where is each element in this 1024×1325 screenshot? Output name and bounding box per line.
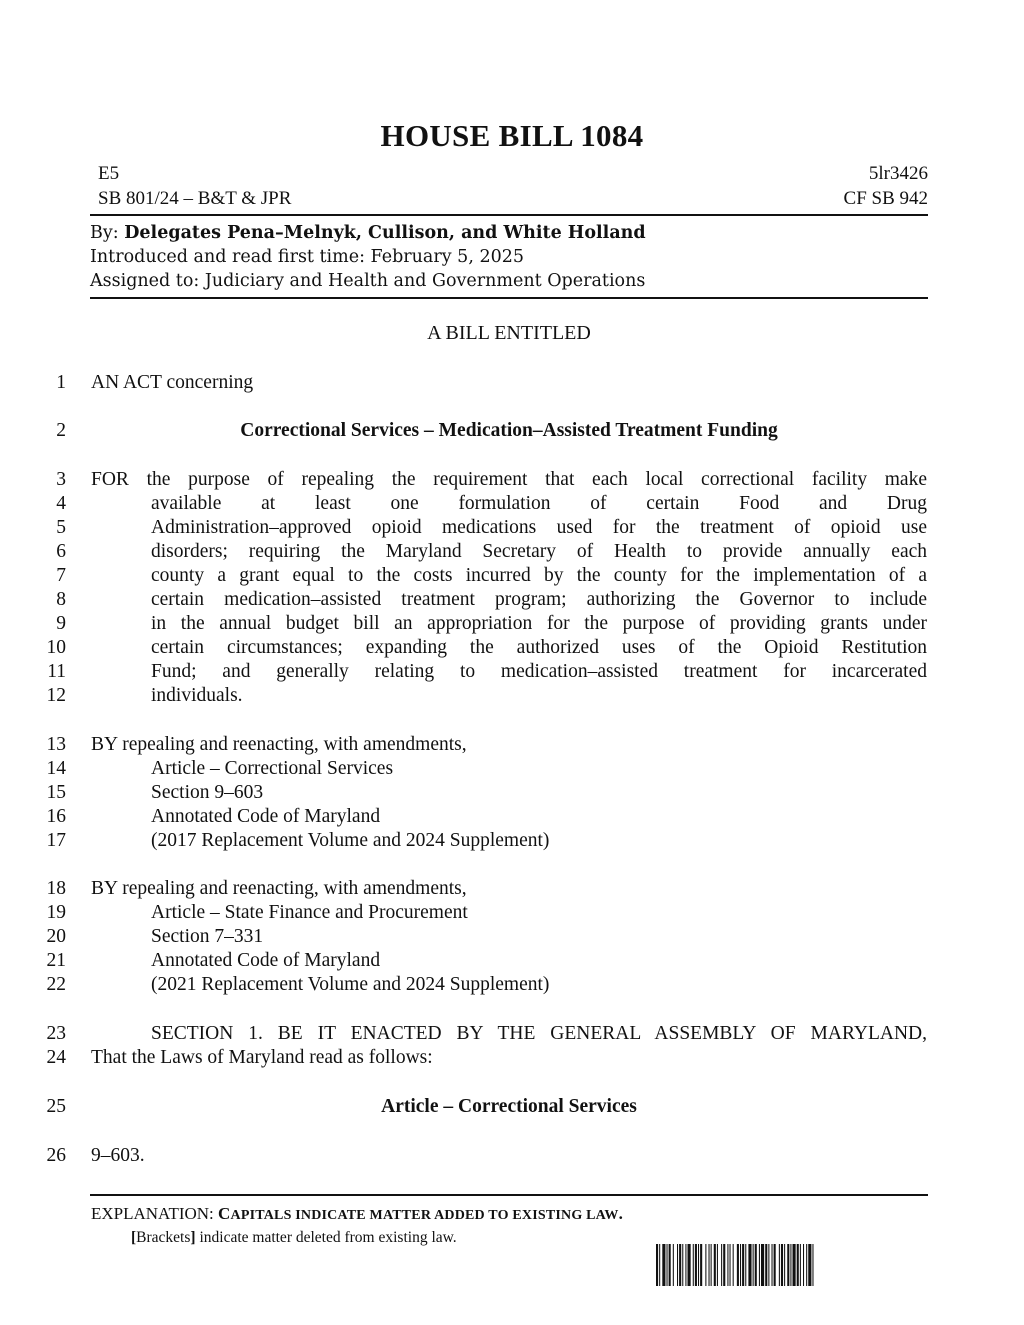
footer-rule	[90, 1194, 928, 1196]
line-number: 3	[56, 469, 66, 490]
line-number: 6	[56, 541, 66, 562]
sponsor-line	[90, 221, 930, 245]
purpose-text: Fund; and generally relating to medication–assisted treatment for incarcerated	[151, 661, 927, 682]
legislative-number: 5lr3426	[868, 163, 928, 184]
purpose-text: available at least one formulation of certain Food and Drug	[151, 493, 927, 514]
line-10	[0, 636, 1024, 660]
amendment-code: Annotated Code of Maryland	[151, 806, 381, 827]
purpose-text: Administration–approved opioid medications used for the treatment of opioid use	[151, 517, 927, 538]
header-rule	[90, 214, 928, 216]
line-number: 26	[46, 1145, 66, 1166]
small-cap-period: .	[618, 1204, 624, 1223]
amendment-volume: (2017 Replacement Volume and 2024 Supplement)	[151, 830, 550, 851]
bracket-close: ]	[190, 1229, 196, 1246]
bill-entitled-heading: A BILL ENTITLED	[427, 322, 591, 344]
explanation-text: indicate matter deleted from existing law.	[195, 1229, 457, 1246]
amendment-heading: BY repealing and reenacting, with amendments,	[91, 734, 467, 755]
sponsor-block	[90, 221, 930, 293]
line-20	[0, 925, 1024, 949]
explanation-line-2	[91, 1227, 623, 1249]
line-number: 24	[46, 1047, 66, 1068]
line-number: 11	[47, 661, 66, 682]
bill-title: HOUSE BILL 1084	[380, 118, 644, 153]
line-5	[0, 516, 1024, 540]
line-16	[0, 805, 1024, 829]
amendment-code: Annotated Code of Maryland	[151, 950, 381, 971]
bill-code-left: E5	[98, 163, 120, 184]
line-4	[0, 492, 1024, 516]
enacting-clause: That the Laws of Maryland read as follows:	[91, 1047, 433, 1068]
line-number: 5	[56, 517, 66, 538]
line-14	[0, 757, 1024, 781]
line-number: 10	[46, 637, 66, 658]
line-number: 9	[56, 613, 66, 634]
line-23	[0, 1022, 1024, 1046]
line-number: 17	[46, 830, 66, 851]
purpose-text: certain medication–assisted treatment program; authorizing the Governor to include	[151, 589, 927, 610]
bill-subject-title: Correctional Services – Medication–Assisted Treatment Funding	[240, 420, 778, 441]
line-number: 13	[46, 734, 66, 755]
line-number: 16	[46, 806, 66, 827]
line-2	[0, 419, 1024, 443]
assigned-line: Assigned to: Judiciary and Health and Government Operations	[90, 271, 646, 291]
line-number: 22	[46, 974, 66, 995]
bracket-open: [	[131, 1229, 137, 1246]
line-number: 15	[46, 782, 66, 803]
line-number: 23	[46, 1023, 66, 1044]
line-3	[0, 468, 1024, 492]
line-24	[0, 1046, 1024, 1070]
amendment-section: Section 9–603	[151, 782, 264, 803]
brackets-word: Brackets	[136, 1229, 191, 1246]
line-number: 2	[56, 420, 66, 441]
amendment-article: Article – State Finance and Procurement	[151, 902, 468, 923]
cross-file: CF SB 942	[843, 188, 928, 209]
line-number: 18	[46, 878, 66, 899]
line-21	[0, 949, 1024, 973]
line-15	[0, 781, 1024, 805]
small-cap-letter: C	[218, 1204, 231, 1223]
line-7	[0, 564, 1024, 588]
line-18	[0, 877, 1024, 901]
explanation-block	[91, 1203, 623, 1249]
purpose-text: disorders; requiring the Maryland Secretary of Health to provide annually each	[151, 541, 927, 562]
line-19	[0, 901, 1024, 925]
line-number: 8	[56, 589, 66, 610]
purpose-text: county a grant equal to the costs incurred by the county for the implementation of a	[151, 565, 927, 586]
enacting-clause: SECTION 1. BE IT ENACTED BY THE GENERAL ASSEMBLY OF MARYLAND,	[151, 1023, 927, 1044]
line-17	[0, 829, 1024, 853]
barcode-icon	[656, 1244, 903, 1286]
line-number: 14	[46, 758, 66, 779]
line-number: 7	[56, 565, 66, 586]
introduced-line: Introduced and read first time: February 5, 2025	[90, 247, 524, 267]
line-11	[0, 660, 1024, 684]
line-26	[0, 1144, 1024, 1168]
amendment-volume: (2021 Replacement Volume and 2024 Supplement)	[151, 974, 550, 995]
line-1	[0, 371, 1024, 395]
line-9	[0, 612, 1024, 636]
line-number: 25	[46, 1096, 66, 1117]
small-cap-text: APITALS INDICATE MATTER ADDED TO EXISTING	[230, 1208, 587, 1223]
line-number: 21	[46, 950, 66, 971]
explanation-label: EXPLANATION:	[91, 1204, 214, 1223]
section-number: 9–603.	[91, 1145, 145, 1166]
purpose-text: in the annual budget bill an appropriation for the purpose of providing grants under	[151, 613, 927, 634]
article-heading: Article – Correctional Services	[381, 1096, 637, 1117]
line-number: 1	[56, 372, 66, 393]
explanation-capitals	[218, 1204, 624, 1223]
purpose-text: certain circumstances; expanding the authorized uses of the Opioid Restitution	[151, 637, 927, 658]
line-12	[0, 684, 1024, 708]
line-text: AN ACT concerning	[91, 372, 254, 393]
by-label: By:	[90, 223, 119, 243]
amendment-heading: BY repealing and reenacting, with amendments,	[91, 878, 467, 899]
line-8	[0, 588, 1024, 612]
line-number: 12	[46, 685, 66, 706]
amendment-article: Article – Correctional Services	[151, 758, 394, 779]
explanation-line-1	[91, 1203, 623, 1227]
line-13	[0, 733, 1024, 757]
sponsor-names: Delegates Pena–Melnyk, Cullison, and White Holland	[124, 223, 646, 243]
line-22	[0, 973, 1024, 997]
cross-reference-left: SB 801/24 – B&T & JPR	[98, 188, 292, 209]
line-number: 4	[56, 493, 66, 514]
amendment-section: Section 7–331	[151, 926, 264, 947]
small-cap-text: LAW	[586, 1208, 619, 1223]
line-6	[0, 540, 1024, 564]
line-number: 19	[46, 902, 66, 923]
sponsor-rule	[90, 297, 928, 299]
line-number: 20	[46, 926, 66, 947]
line-25	[0, 1095, 1024, 1119]
purpose-text: FOR the purpose of repealing the requirement that each local correctional facility make	[91, 469, 927, 490]
purpose-text: individuals.	[151, 685, 243, 706]
